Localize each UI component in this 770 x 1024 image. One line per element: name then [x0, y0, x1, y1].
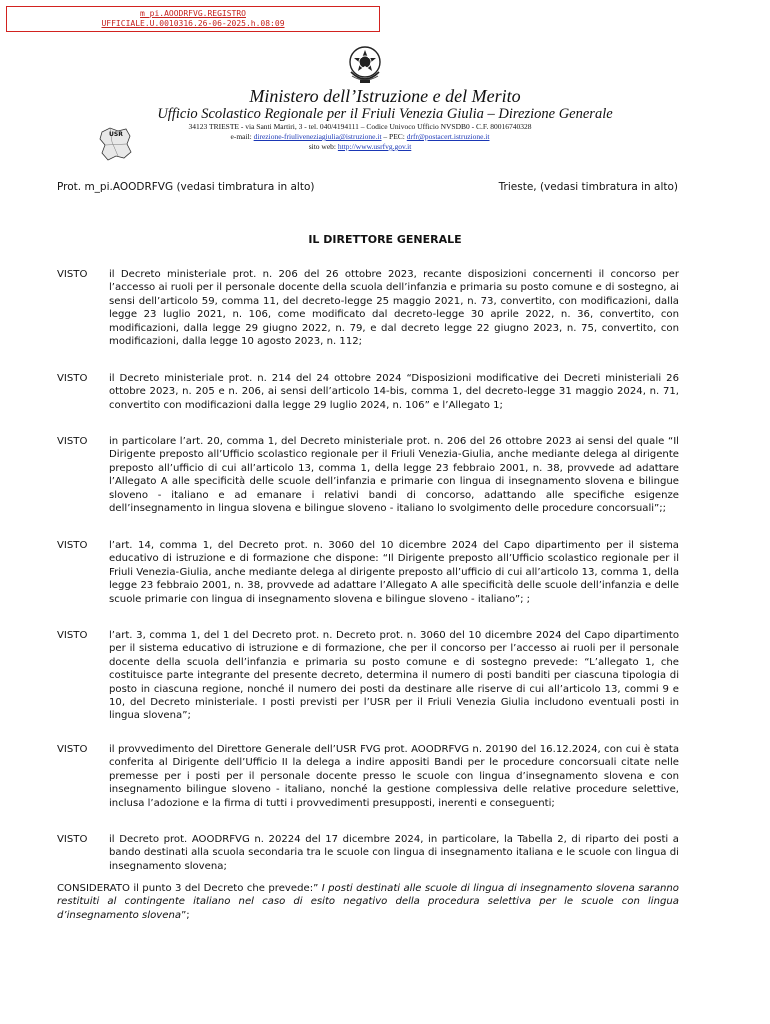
- stamp-line-1: m_pi.AOODRFVG.REGISTRO: [140, 9, 246, 18]
- considerato-end: ”;: [181, 909, 190, 921]
- section-label: VISTO: [57, 373, 88, 384]
- email-prefix: e-mail:: [230, 132, 252, 141]
- visto-section-7: [57, 833, 679, 873]
- address-line: 34123 TRIESTE - via Santi Martiri, 3 - tel. 040/4194111 – Codice Univoco Ufficio NVSDB0 - C.F. 80016740328: [188, 122, 532, 131]
- section-label: VISTO: [57, 744, 88, 755]
- section-text: in particolare l’art. 20, comma 1, del Decreto ministeriale prot. n. 206 del 26 ottobre 2023 ai sensi del quale “Il Dirigente preposto all’Ufficio scolastico regionale per il Friuli Venezia-Giulia, anche mediante delega al dirigente preposto all’ufficio di cui all’articolo 13, comma 1, della legge 23 febbraio 2001, n. 38, provvede ad adattare l’Allegato A alle specificità delle scuole dell’infanzia e primarie con lingua di insegnamento slovena e bilingue sloveno - italiano e ad emanare i relativi bandi di concorso, adattando alle specifiche esigenze dell’insegnamento in lingua slovena e bilingue sloveno - italiano lo svolgimento delle procedure concorsuali”;;: [109, 436, 679, 515]
- document-title: IL DIRETTORE GENERALE: [308, 233, 462, 246]
- contact-line: [140, 132, 580, 142]
- section-label: VISTO: [57, 834, 88, 845]
- section-label: VISTO: [57, 269, 88, 280]
- protocol-stamp: [6, 6, 380, 32]
- italian-republic-emblem-icon: [346, 42, 384, 86]
- section-text: il provvedimento del Direttore Generale dell’USR FVG prot. AOODRFVG n. 20190 del 16.12.2024, con cui è stata conferita al Dirigente dell’Ufficio II la delega a indire appositi Bandi per le procedure concorsuali citate nelle premesse per i posti per il personale docente presso le scuole con lingua d’insegnamento slovena e con insegnamento bilingue sloveno - italiano, nonché la gestione complessiva delle relative procedure selettive, inclusa l’adozione e la firma di tutti i provvedimenti presupposti, inerenti e conseguenti;: [109, 744, 679, 809]
- usr-region-map-icon: [96, 122, 136, 164]
- visto-section-4: [57, 539, 679, 606]
- section-text: il Decreto prot. AOODRFVG n. 20224 del 17 dicembre 2024, in particolare, la Tabella 2, di riparto dei posti a bando destinati alla scuola secondaria tra le scuole con lingua di insegnamento italiana e le scuole con lingua di insegnamento slovena;: [109, 834, 679, 872]
- visto-section-2: [57, 372, 679, 412]
- considerato-label: CONSIDERATO: [57, 883, 130, 894]
- section-label: VISTO: [57, 630, 88, 641]
- stamp-line-2: UFFICIALE.U.0010316.26-06-2025.h.08:09: [101, 19, 285, 28]
- section-text: il Decreto ministeriale prot. n. 214 del 24 ottobre 2024 “Disposizioni modificative dei Decreti ministeriali 26 ottobre 2023, n. 205 e n. 206, ai sensi dell’articolo 14-bis, comma 1, del decreto-legge 31 maggio 2024, n. 71, convertito con modificazioni dalla legge 29 luglio 2024, n. 106” e l’Allegato 1;: [109, 373, 679, 411]
- section-text: il Decreto ministeriale prot. n. 206 del 26 ottobre 2023, recante disposizioni concernenti il concorso per l’accesso ai ruoli per il personale docente della scuola dell’infanzia e primaria su posto comune e di sostegno, ai sensi dell’articolo 59, comma 11, del decreto-legge 25 maggio 2021, n. 73, convertito, con modificazioni, dalla legge 23 luglio 2021, n. 106, come modificato dal decreto-legge 30 aprile 2022, n. 36, convertito, con modificazioni, dalla legge 29 giugno 2022, n. 79, e dal decreto legge 22 giugno 2023, n. 75, convertito, con modificazioni, dalla legge 10 agosto 2023, n. 112;: [109, 269, 679, 348]
- section-text: l’art. 3, comma 1, del 1 del Decreto prot. n. Decreto prot. n. 3060 del 10 dicembre 2024 del Capo dipartimento per il sistema educativo di istruzione e di formazione, che per il concorso per l’accesso ai ruoli per il personale docente della scuola dell’infanzia e primaria su posto comune e di sostegno prevede: “L’allegato 1, che costituisce parte integrante del presente decreto, determina il numero di posti banditi per ciascuna tipologia di posto in ciascuna regione, nonché il numero dei posti da destinare alle riserve di cui all’articolo 13, commi 9 e 10, del Decreto ministeriale. I posti previsti per l’USR per il Friuli Venezia Giulia includono eventuali posti in lingua slovena”;: [109, 630, 679, 722]
- office-name: Ufficio Scolastico Regionale per il Friuli Venezia Giulia – Direzione Generale: [157, 106, 613, 122]
- pec-link[interactable]: drfr@postacert.istruzione.it: [406, 132, 490, 141]
- site-prefix: sito web:: [308, 142, 336, 151]
- website-link[interactable]: http://www.usrfvg.gov.it: [337, 142, 412, 151]
- website-line: [140, 142, 580, 152]
- email-link[interactable]: direzione-friuliveneziagiulia@istruzione.it: [253, 132, 382, 141]
- considerato-text: [57, 882, 679, 922]
- visto-section-1: [57, 268, 679, 348]
- considerato-section: [57, 882, 679, 922]
- pec-prefix: – PEC:: [383, 132, 405, 141]
- section-label: VISTO: [57, 436, 88, 447]
- visto-section-3: [57, 435, 679, 515]
- section-label: VISTO: [57, 540, 88, 551]
- visto-section-5: [57, 629, 679, 723]
- visto-section-6: [57, 743, 679, 810]
- considerato-intro: il punto 3 del Decreto che prevede:”: [133, 883, 319, 894]
- section-text: l’art. 14, comma 1, del Decreto prot. n. 3060 del 10 dicembre 2024 del Capo dipartimento per il sistema educativo di istruzione e di formazione che dispone: “Il Dirigente preposto all’Ufficio scolastico regionale per il Friuli Venezia-Giulia, anche mediante delega al dirigente preposto all’ufficio di cui all’articolo 13, comma 1, della legge 23 febbraio 2001, n. 38, provvede ad adattare l’Allegato A alle specificità delle scuole dell’infanzia e delle scuole primarie con lingua di insegnamento slovena e bilingue sloveno - italiano”; ;: [109, 540, 679, 605]
- place-date: Trieste, (vedasi timbratura in alto): [498, 181, 678, 193]
- ministry-name: Ministero dell’Istruzione e del Merito: [249, 86, 521, 106]
- considerato-quote: I posti destinati alle scuole di lingua di insegnamento slovena saranno restituiti al contingente italiano nel caso di esito negativo della procedura selettiva per le scuole con lingua d’insegnamento slovena: [57, 883, 679, 921]
- usr-logo-text: USR: [109, 131, 123, 138]
- protocol-number: Prot. m_pi.AOODRFVG (vedasi timbratura in alto): [57, 181, 315, 193]
